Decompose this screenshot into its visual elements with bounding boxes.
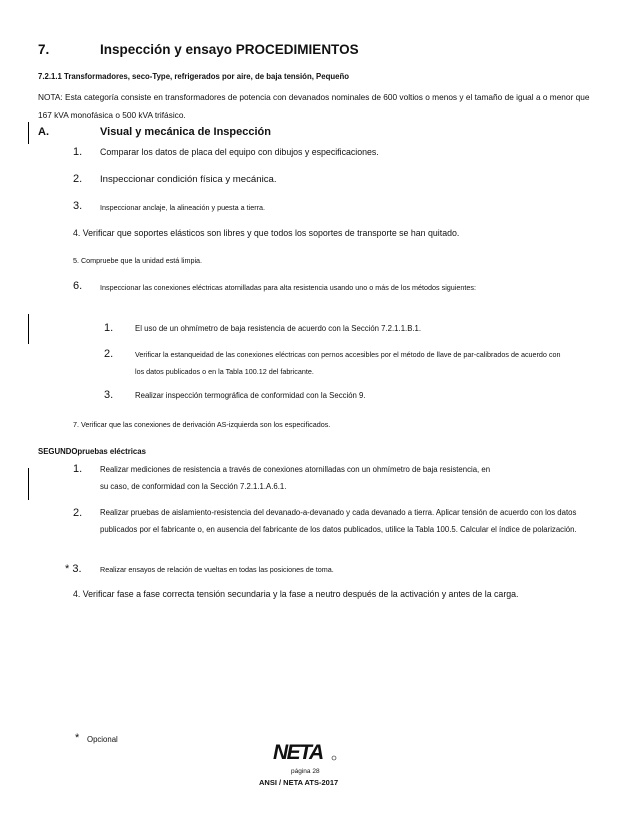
revision-bar	[28, 468, 29, 500]
subitem-text: Realizar inspección termográfica de conformidad con la Sección 9.	[135, 391, 366, 400]
section-number: 7.	[38, 42, 50, 57]
subheading: 7.2.1.1 Transformadores, seco-Type, refrigerados por aire, de baja tensión, Pequeño	[38, 72, 349, 81]
subitem-number: 1.	[104, 322, 114, 334]
item-text: Realizar mediciones de resistencia a través de conexiones atornilladas con un ohmímetro de baja resistencia, en su caso, de conformidad con la Sección 7.2.1.1.A.6.1.	[100, 465, 491, 491]
part-b-title: SEGUNDOpruebas eléctricas	[38, 447, 146, 456]
standard-name: ANSI / NETA ATS-2017	[259, 778, 339, 787]
revision-bar	[28, 122, 29, 144]
neta-logo	[272, 740, 338, 762]
item-text: Inspeccionar anclaje, la alineación y puesta a tierra.	[100, 203, 266, 212]
subitem-number: 3.	[104, 389, 114, 401]
note-paragraph: NOTA: Esta categoría consiste en transformadores de potencia con devanados nominales de 600 voltios o menos y el tamaño de igual a o menor que 167 kVA monofásica o 500 kVA trifásico.	[38, 92, 590, 120]
footnote-star: *	[75, 732, 80, 744]
subitem-number: 2.	[104, 348, 114, 360]
revision-bar	[28, 314, 29, 344]
page-number: página 28	[291, 768, 320, 775]
part-a-title: Visual y mecánica de Inspección	[100, 126, 271, 138]
item-text: Inspeccionar las conexiones eléctricas atornilladas para alta resistencia usando uno o más de los métodos siguientes:	[100, 283, 476, 292]
item-text: Realizar ensayos de relación de vueltas en todas las posiciones de toma.	[100, 565, 334, 574]
svg-text:NETA: NETA	[273, 741, 323, 762]
section-title: Inspección y ensayo PROCEDIMIENTOS	[100, 42, 359, 57]
item-number: 2.	[73, 173, 83, 185]
item-text: 4. Verificar que soportes elásticos son libres y que todos los soportes de transporte se han quitado.	[73, 228, 460, 238]
item-text: Realizar pruebas de aislamiento-resistencia del devanado-a-devanado y cada devanado a tierra. Aplicar tensión de acuerdo con los datos publicados por el fabricante o, en ausencia del fabricante de los datos publicados, utilice la Tabla 100.5. Calcular el índice de polarización.	[100, 508, 577, 534]
item-text: Inspeccionar condición física y mecánica.	[100, 174, 277, 185]
item-number: 3.	[73, 200, 83, 212]
footnote-text: Opcional	[87, 735, 118, 744]
part-a-letter: A.	[38, 126, 49, 138]
item-number: 6.	[73, 280, 83, 292]
subitem-text: Verificar la estanqueidad de las conexiones eléctricas con pernos accesibles por el método de llave de par-calibrados de acuerdo con los datos publicados o en la Tabla 100.12 del fabricante.	[135, 350, 561, 376]
item-text: 7. Verificar que las conexiones de derivación AS-izquierda son los especificados.	[73, 420, 331, 429]
item-text: 4. Verificar fase a fase correcta tensión secundaria y la fase a neutro después de la activación y antes de la carga.	[73, 589, 519, 599]
item-number: * 3.	[65, 563, 82, 575]
item-number: 1.	[73, 463, 83, 475]
item-number: 2.	[73, 507, 83, 519]
item-text: Comparar los datos de placa del equipo con dibujos y especificaciones.	[100, 147, 379, 157]
item-number: 1.	[73, 146, 83, 158]
subitem-text: El uso de un ohmímetro de baja resistencia de acuerdo con la Sección 7.2.1.1.B.1.	[135, 324, 422, 333]
item-text: 5. Compruebe que la unidad está limpia.	[73, 256, 203, 265]
